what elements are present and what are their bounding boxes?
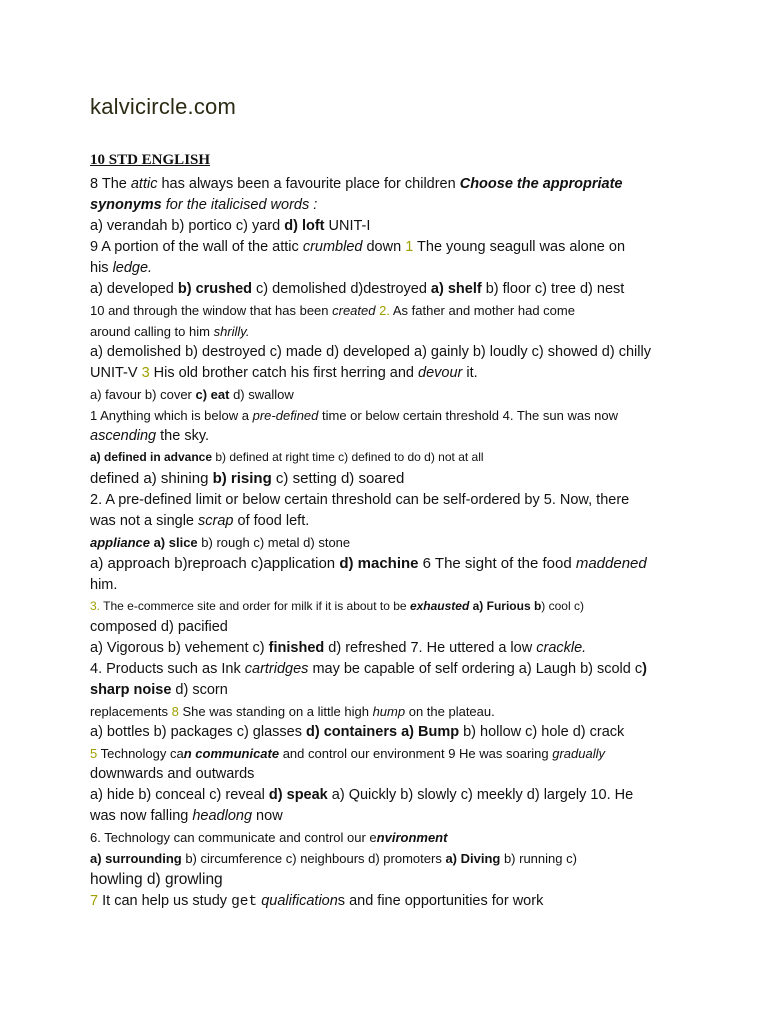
text-run: around calling to him	[90, 324, 214, 339]
text-run: a) slice	[149, 535, 198, 550]
text-run: c) eat	[195, 387, 230, 402]
text-run: n communicate	[183, 746, 280, 761]
text-run: maddened	[575, 555, 647, 572]
text-run: b) floor c) tree d) nest	[481, 281, 625, 297]
text-run: ledge.	[112, 260, 153, 276]
text-run: 4. Products such as Ink	[90, 661, 245, 677]
text-run: As father and mother had come	[389, 303, 575, 318]
text-run: headlong	[192, 808, 253, 824]
text-run: d) loft	[284, 218, 325, 234]
text-run: a) defined in advance	[90, 450, 213, 464]
text-run: d) speak	[268, 787, 328, 803]
text-run: b) hollow c) hole d) crack	[459, 724, 625, 740]
text-line	[90, 447, 690, 468]
text-line	[90, 511, 690, 532]
text-run: it.	[462, 365, 478, 381]
text-line	[90, 195, 690, 216]
text-run: a) Vigorous b) vehement c)	[90, 640, 269, 656]
text-run: 3	[141, 365, 150, 381]
text-line	[90, 638, 690, 659]
text-run: get	[231, 894, 258, 910]
text-run: devour	[418, 365, 463, 381]
text-run: nvironment	[376, 830, 448, 845]
text-run: a) Furious b	[469, 599, 542, 613]
text-run: )	[642, 661, 647, 677]
text-run: pre-defined	[252, 408, 319, 423]
text-line	[90, 532, 690, 553]
text-run: d) scorn	[171, 682, 228, 698]
text-run: d) machine	[339, 555, 419, 572]
text-line	[90, 363, 690, 384]
text-run: a) demolished b) destroyed c) made d) developed a) gainly b) loudly c) showed d) chilly	[90, 344, 651, 360]
text-run: a) approach b)reproach c)application	[90, 555, 340, 572]
text-run: on the plateau.	[405, 704, 495, 719]
text-run: a) Quickly b) slowly c) meekly d) largely 10. He	[327, 787, 634, 803]
text-run: His old brother catch his first herring and	[149, 365, 419, 381]
text-run: cartridges	[244, 661, 309, 677]
text-run: 8	[171, 704, 179, 719]
text-run: a) Diving	[445, 851, 501, 866]
text-run: was now falling	[90, 808, 193, 824]
text-line	[90, 722, 690, 743]
text-run: finished	[268, 640, 325, 656]
text-run: downwards and outwards	[90, 766, 255, 782]
text-run: appliance	[90, 535, 150, 550]
text-run: attic	[130, 176, 158, 192]
text-run: 1	[405, 239, 414, 255]
text-run: 9 A portion of the wall of the attic	[90, 239, 303, 255]
text-run: Choose the appropriate	[459, 176, 623, 192]
text-run: a) surrounding	[90, 851, 182, 866]
text-run: 8 The	[90, 176, 131, 192]
text-run: b) defined at right time c) defined to do d) not at all	[212, 450, 484, 464]
text-run: 6 The sight of the food	[418, 555, 576, 572]
text-line	[90, 785, 690, 806]
text-run: shrilly.	[213, 324, 250, 339]
text-run: s and fine opportunities for work	[337, 893, 544, 909]
text-run: b) crushed	[177, 281, 252, 297]
text-run: 7	[90, 893, 99, 909]
text-run: ) cool c)	[541, 599, 584, 613]
text-run: a) shelf	[430, 281, 482, 297]
text-run: She was standing on a little high	[178, 704, 373, 719]
text-line	[90, 764, 690, 785]
text-run: b) rising	[212, 470, 272, 487]
text-run: replacements	[90, 704, 172, 719]
text-run: hump	[372, 704, 406, 719]
text-line	[90, 553, 690, 575]
text-run: d) containers a) Bump	[306, 724, 460, 740]
text-run: time or below certain threshold 4. The sun was now	[318, 408, 619, 423]
text-run: d) swallow	[229, 387, 294, 402]
text-run: now	[252, 808, 283, 824]
text-run: d) refreshed 7. He uttered a low	[324, 640, 537, 656]
text-line	[90, 321, 690, 342]
text-run: 1 Anything which is below a	[90, 408, 253, 423]
text-run: gradually	[552, 746, 606, 761]
text-run: The e-commerce site and order for milk if it is about to be	[100, 599, 410, 613]
text-line	[90, 468, 690, 490]
text-run: 3.	[90, 599, 101, 613]
text-run: a) bottles b) packages c) glasses	[90, 724, 306, 740]
text-line	[90, 405, 690, 426]
text-line	[90, 216, 690, 237]
text-line	[90, 237, 690, 258]
text-run: b) rough c) metal d) stone	[197, 535, 351, 550]
text-run: a) verandah b) portico c) yard	[90, 218, 285, 234]
text-run: 2.	[379, 303, 390, 318]
text-run: composed d) pacified	[90, 619, 228, 635]
text-line	[90, 596, 690, 617]
text-line	[90, 342, 690, 363]
text-line	[90, 827, 690, 848]
text-run: 2. A pre-defined limit or below certain threshold can be self-ordered by 5. Now, there	[90, 492, 630, 508]
text-run: ascending	[90, 428, 157, 444]
text-run: sharp noise	[90, 682, 172, 698]
text-run: was not a single	[90, 513, 199, 529]
text-run: for the italicised words :	[161, 197, 318, 213]
text-run: has always been a favourite place for children	[157, 176, 460, 192]
text-run: Technology ca	[97, 746, 184, 761]
document-heading: 10 STD ENGLISH	[90, 152, 211, 168]
text-run: exhausted	[409, 599, 470, 613]
text-line	[90, 659, 690, 680]
text-run: the sky.	[156, 428, 210, 444]
text-line	[90, 743, 690, 764]
text-run: It can help us study	[98, 893, 232, 909]
text-run: 6. Technology can communicate and control our e	[90, 830, 377, 845]
text-run: howling d) growling	[90, 871, 223, 888]
text-run: 5	[90, 746, 98, 761]
text-run: crumbled	[302, 239, 363, 255]
text-run: b) running c)	[500, 851, 577, 866]
text-run: crackle.	[536, 640, 587, 656]
text-run: scrap	[198, 513, 234, 529]
text-run: 10 and through the window that has been	[90, 303, 333, 318]
text-line	[90, 617, 690, 638]
text-line	[90, 869, 690, 891]
text-run: c) setting d) soared	[271, 470, 405, 487]
text-line	[90, 490, 690, 511]
text-run: c) demolished d)destroyed	[252, 281, 431, 297]
text-line	[90, 680, 690, 701]
text-line	[90, 258, 690, 279]
document-body	[90, 174, 690, 912]
text-line	[90, 426, 690, 447]
text-line	[90, 279, 690, 300]
text-line	[90, 575, 690, 596]
text-run: created	[332, 303, 376, 318]
text-run: and control our environment 9 He was soaring	[279, 746, 553, 761]
site-title: kalvicircle.com	[90, 94, 237, 119]
text-run: a) hide b) conceal c) reveal	[90, 787, 269, 803]
text-line	[90, 174, 690, 195]
text-run: The young seagull was alone on	[413, 239, 626, 255]
text-run: qualification	[261, 893, 338, 909]
text-run: his	[90, 260, 113, 276]
text-run: synonyms	[90, 197, 162, 213]
text-run: down	[362, 239, 406, 255]
text-run: b) circumference c) neighbours d) promoters	[181, 851, 446, 866]
text-line	[90, 300, 690, 321]
text-run: a) favour b) cover	[90, 387, 196, 402]
text-line	[90, 701, 690, 722]
text-run: UNIT-I	[324, 218, 371, 234]
text-run: a) developed	[90, 281, 178, 297]
text-run: defined a) shining	[90, 470, 213, 487]
text-run: of food left.	[233, 513, 310, 529]
text-line	[90, 848, 690, 869]
text-run: UNIT-V	[90, 365, 142, 381]
text-line	[90, 891, 690, 912]
text-line	[90, 384, 690, 405]
text-line	[90, 806, 690, 827]
text-run: may be capable of self ordering a) Laugh b) scold c	[308, 661, 643, 677]
text-run: him.	[90, 577, 118, 593]
